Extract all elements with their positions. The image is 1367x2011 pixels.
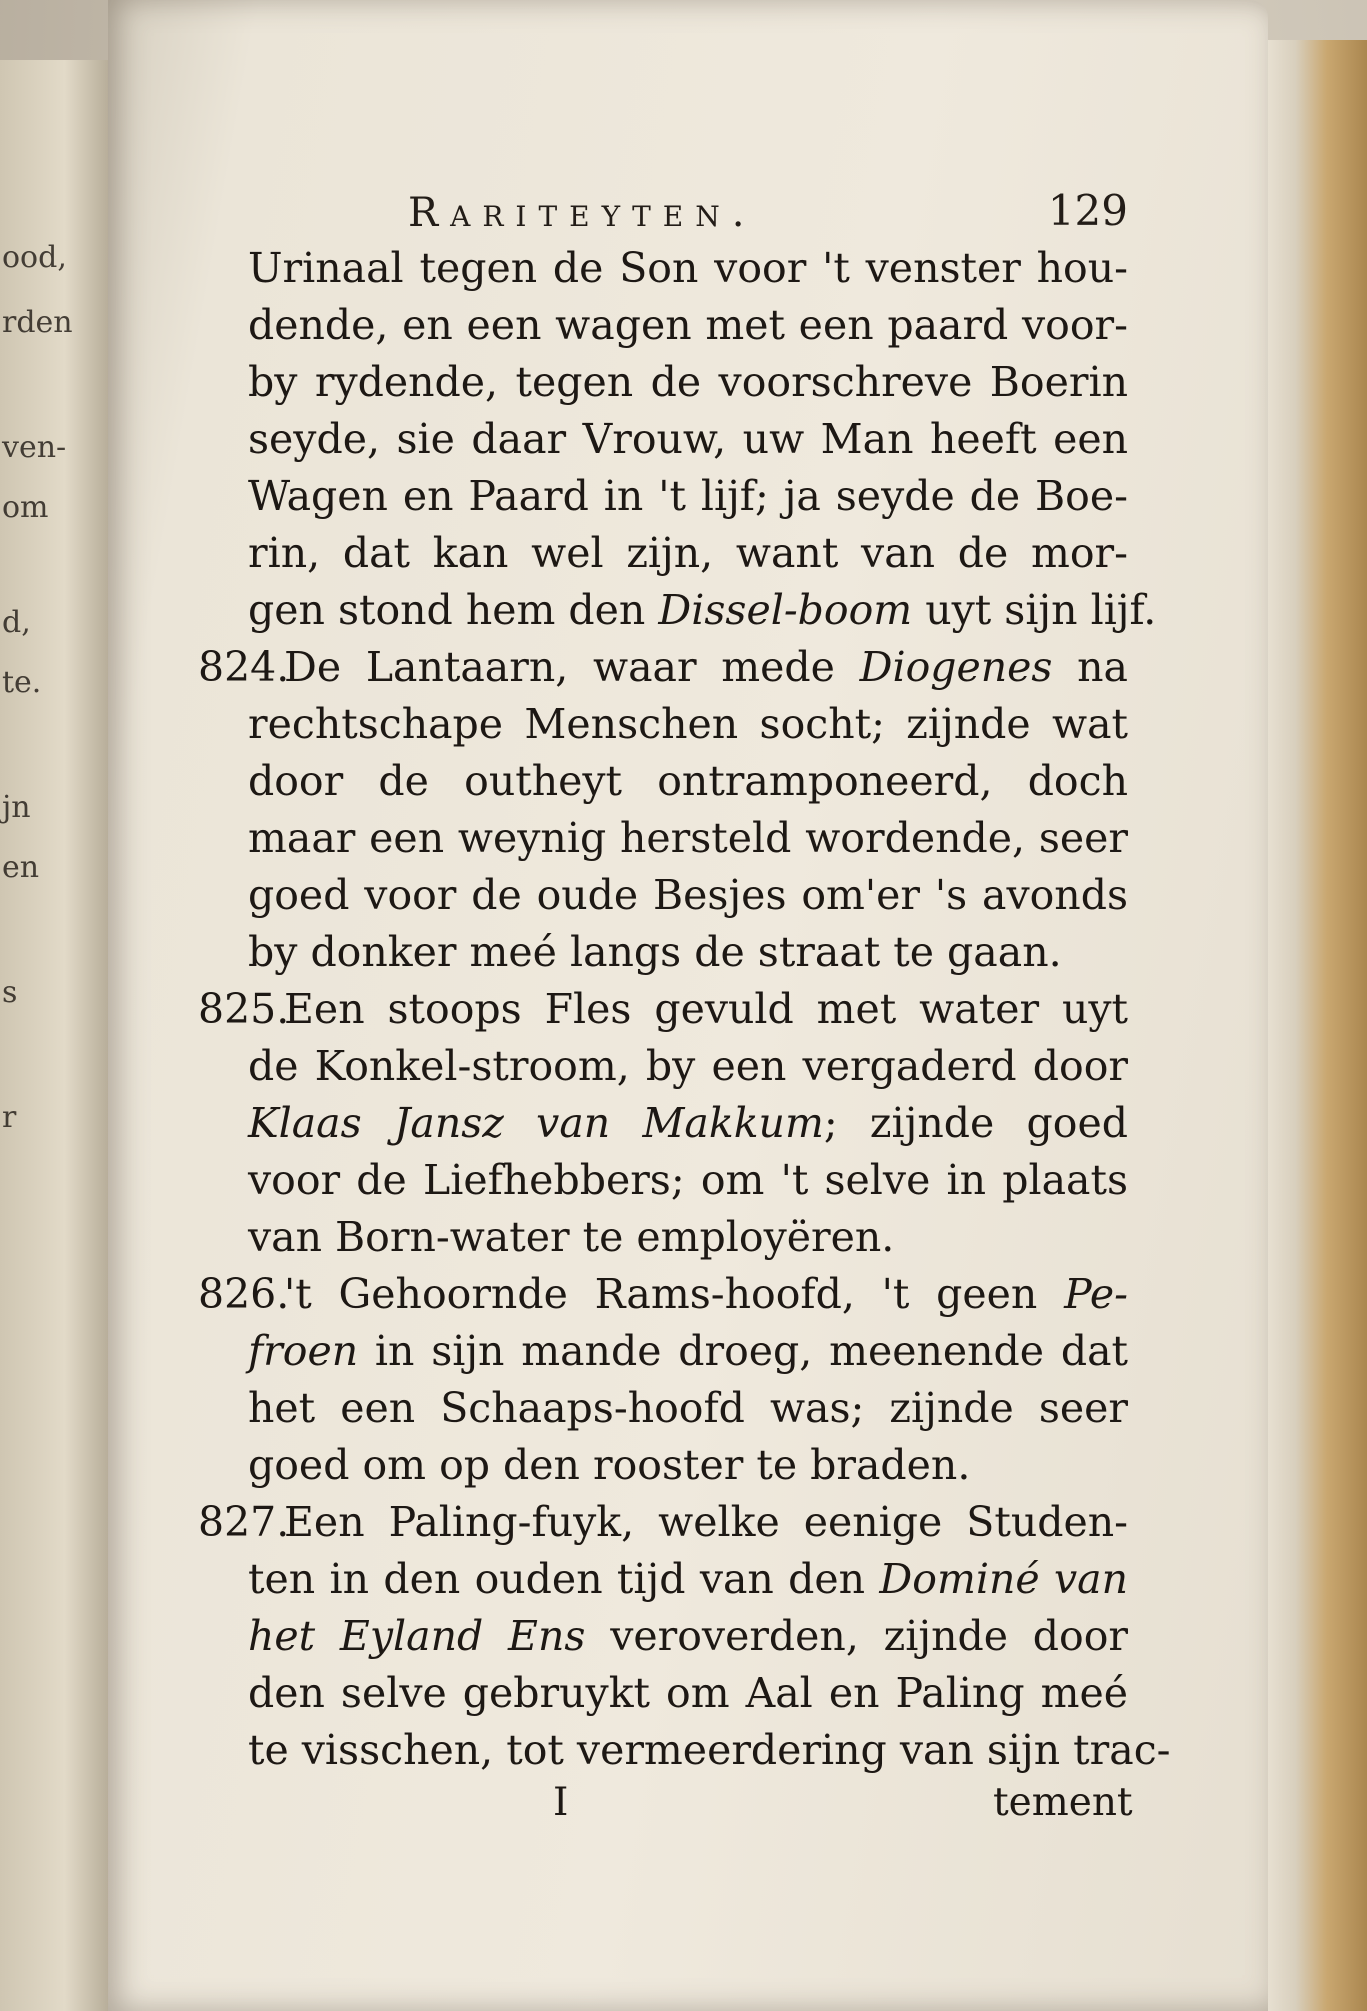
line-text: maar een weynig hersteld wordende, seer bbox=[248, 814, 1128, 862]
line-text: in sijn mande droeg, meenende dat bbox=[358, 1327, 1128, 1375]
page-number: 129 bbox=[1047, 186, 1128, 235]
text-line bbox=[248, 1551, 1128, 1608]
italic-text: Diogenes bbox=[859, 643, 1053, 691]
italic-text: Dominé van bbox=[879, 1555, 1128, 1603]
italic-text: Pe- bbox=[1064, 1270, 1128, 1318]
facing-page-fragment: d, bbox=[2, 605, 31, 640]
text-line bbox=[248, 525, 1128, 582]
line-text: ; zijnde goed bbox=[823, 1099, 1128, 1147]
line-text: dende, en een wagen met een paard voor- bbox=[248, 301, 1128, 349]
line-text: na bbox=[1052, 643, 1128, 691]
line-text: den selve gebruykt om Aal en Paling meé bbox=[248, 1669, 1128, 1717]
line-text: voor de Liefhebbers; om 't selve in plaats bbox=[248, 1156, 1128, 1204]
entry-number: 824. bbox=[198, 643, 290, 691]
book-page bbox=[108, 0, 1268, 2011]
text-line bbox=[248, 1152, 1128, 1209]
facing-page-fragment: en bbox=[2, 850, 40, 885]
facing-page-fragment: jn bbox=[2, 790, 31, 825]
text-line bbox=[248, 1323, 1128, 1380]
text-line bbox=[248, 1209, 1128, 1266]
text-line bbox=[248, 411, 1128, 468]
facing-page-fragment: r bbox=[2, 1100, 17, 1135]
text-line bbox=[248, 468, 1128, 525]
text-line bbox=[248, 1665, 1128, 1722]
signature-mark: I bbox=[553, 1780, 569, 1825]
line-text: seyde, sie daar Vrouw, uw Man heeft een bbox=[248, 415, 1128, 463]
line-text: De Lantaarn, waar mede bbox=[284, 643, 860, 691]
text-line bbox=[248, 297, 1128, 354]
text-line bbox=[248, 924, 1128, 981]
line-text: te visschen, tot vermeerdering van sijn trac- bbox=[248, 1726, 1171, 1774]
text-line bbox=[248, 1380, 1128, 1437]
line-text: door de outheyt ontramponeerd, doch bbox=[248, 757, 1128, 805]
text-line bbox=[248, 867, 1128, 924]
facing-page-edge bbox=[0, 60, 111, 2011]
text-line bbox=[248, 810, 1128, 867]
text-line bbox=[248, 753, 1128, 810]
entry-number: 826. bbox=[198, 1270, 290, 1318]
running-head: Rariteyten. bbox=[408, 190, 757, 236]
facing-page-fragment: ven- bbox=[2, 430, 67, 465]
line-text: rin, dat kan wel zijn, want van de mor- bbox=[248, 529, 1128, 577]
text-line bbox=[248, 1095, 1128, 1152]
line-text: de Konkel-stroom, by een vergaderd door bbox=[248, 1042, 1128, 1090]
italic-text: Klaas Jansz van Makkum bbox=[248, 1099, 824, 1147]
line-text: Urinaal tegen de Son voor 't venster hou- bbox=[248, 244, 1128, 292]
line-text: ten in den ouden tijd van den bbox=[248, 1555, 880, 1603]
line-text: het een Schaaps-hoofd was; zijnde seer bbox=[248, 1384, 1128, 1432]
italic-text: het Eyland Ens bbox=[248, 1612, 586, 1660]
text-line bbox=[248, 1437, 1128, 1494]
line-text: 't Gehoornde Rams-hoofd, 't geen bbox=[284, 1270, 1065, 1318]
facing-page-fragment: ood, bbox=[2, 240, 67, 275]
book-page-edges bbox=[1262, 40, 1367, 2011]
line-text: goed voor de oude Besjes om'er 's avonds bbox=[248, 871, 1128, 919]
italic-text: Dissel-boom bbox=[658, 586, 913, 634]
facing-page-fragment: te. bbox=[2, 665, 42, 700]
text-line bbox=[198, 1494, 1128, 1551]
facing-page-fragment: s bbox=[2, 975, 18, 1010]
text-line bbox=[248, 240, 1128, 297]
line-text: by rydende, tegen de voorschreve Boerin bbox=[248, 358, 1128, 406]
text-line bbox=[248, 1038, 1128, 1095]
line-text: Een Paling-fuyk, welke eenige Studen- bbox=[284, 1498, 1128, 1546]
line-text: by donker meé langs de straat te gaan. bbox=[248, 928, 1062, 976]
entry-number: 827. bbox=[198, 1498, 290, 1546]
text-line bbox=[248, 696, 1128, 753]
facing-page-fragment: om bbox=[2, 490, 49, 525]
line-text: goed om op den rooster te braden. bbox=[248, 1441, 971, 1489]
text-line bbox=[248, 1722, 1171, 1779]
text-line bbox=[198, 639, 1128, 696]
entry-number: 825. bbox=[198, 985, 290, 1033]
text-line bbox=[198, 981, 1128, 1038]
text-line bbox=[248, 582, 1157, 639]
text-line bbox=[248, 1608, 1128, 1665]
line-text: uyt sijn lijf. bbox=[912, 586, 1157, 634]
text-block bbox=[198, 240, 1171, 1779]
line-text: gen stond hem den bbox=[248, 586, 659, 634]
line-text: Wagen en Paard in 't lijf; ja seyde de Boe- bbox=[248, 472, 1128, 520]
text-line bbox=[248, 354, 1128, 411]
line-text: van Born-water te employëren. bbox=[248, 1213, 895, 1261]
line-text: rechtschape Menschen socht; zijnde wat bbox=[248, 700, 1128, 748]
text-line bbox=[198, 1266, 1128, 1323]
catchword: tement bbox=[993, 1780, 1133, 1825]
facing-page-fragment: rden bbox=[2, 305, 73, 340]
italic-text: froen bbox=[248, 1327, 359, 1375]
line-text: veroverden, zijnde door bbox=[585, 1612, 1129, 1660]
line-text: Een stoops Fles gevuld met water uyt bbox=[284, 985, 1128, 1033]
